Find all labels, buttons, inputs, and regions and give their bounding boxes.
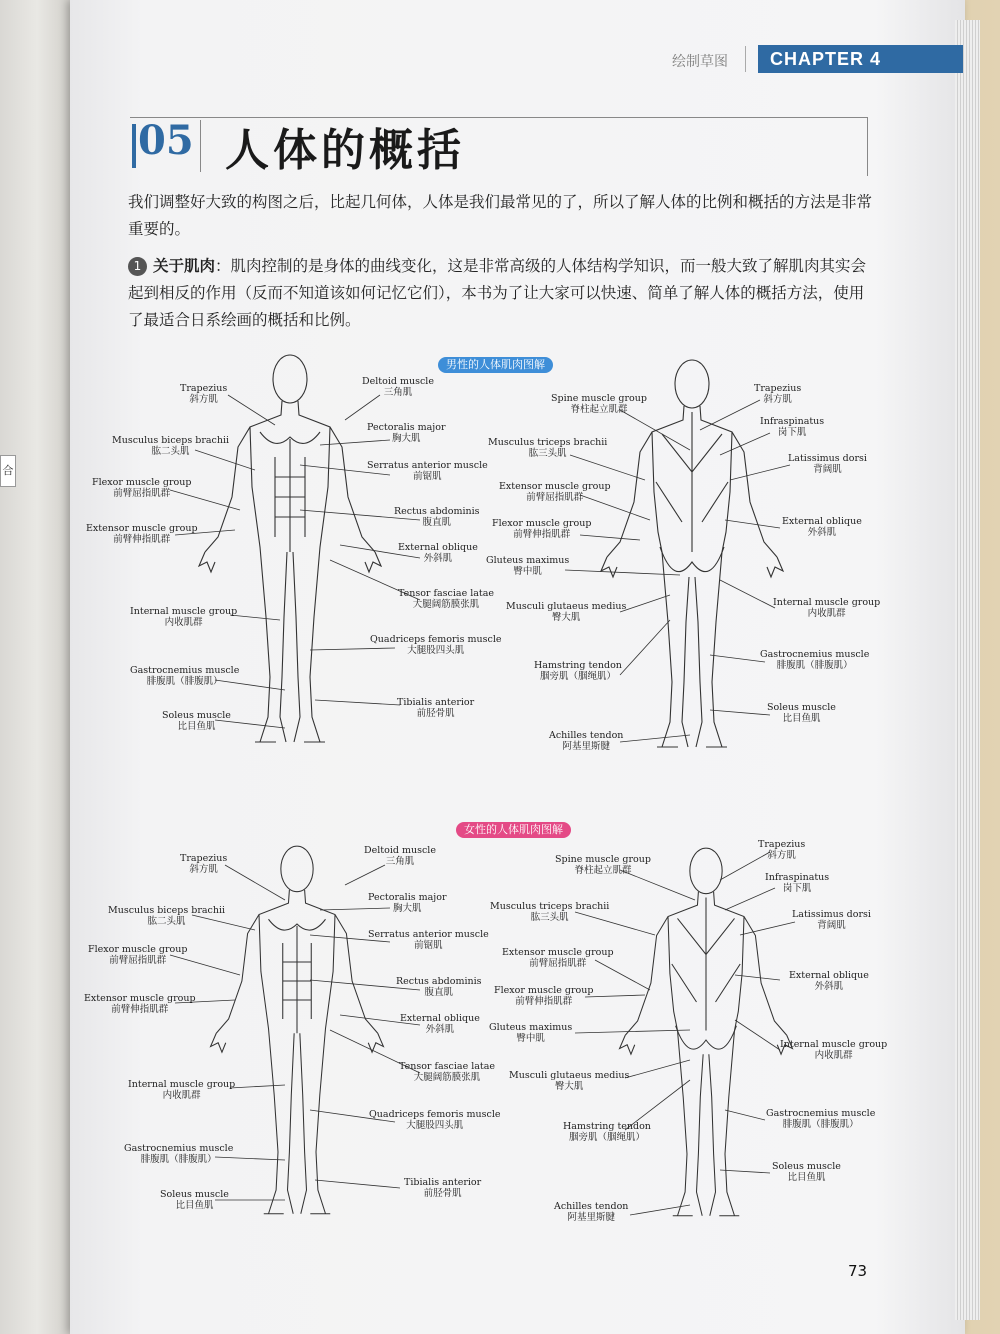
female-front-figure [211,846,384,1214]
label-gluteus-med: Musculi glutaeus medius 臀大肌 [506,601,627,623]
male-caption: 男性的人体肌肉图解 [438,357,553,373]
label-gluteus-max: Gluteus maximus 臀中肌 [486,555,570,577]
label-f-pectoralis: Pectoralis major 胸大肌 [368,892,447,914]
leader-line [630,1205,690,1215]
label-f-triceps: Musculus triceps brachii 肱三头肌 [490,901,610,923]
label-f-hamstring: Hamstring tendon 腘旁肌（腘绳肌） [563,1121,651,1143]
label-f-gluteus-med: Musculi glutaeus medius 臀大肌 [509,1070,630,1092]
label-tensor: Tensor fasciae latae 大腿阔筋膜张肌 [398,588,495,610]
previous-page-tab: 合 [0,455,16,487]
label-soleus: Soleus muscle 比目鱼肌 [162,710,231,732]
leader-line [315,1180,400,1188]
label-f-latissimus: Latissimus dorsi 背阔肌 [792,909,871,931]
leader-line [725,520,780,528]
leader-line [345,865,385,885]
leader-line [730,465,790,480]
leader-line [230,615,280,620]
label-biceps: Musculus biceps brachii 肱二头肌 [112,435,230,457]
leader-line [720,580,775,608]
leader-line [620,410,690,450]
leader-line [620,620,670,675]
leader-line [585,995,645,997]
male-back-figure [601,360,783,747]
label-gastrocnemius: Gastrocnemius muscle 腓腹肌（腓腹肌） [130,665,240,687]
leader-line [720,1170,770,1173]
label-hamstring: Hamstring tendon 腘旁肌（腘绳肌） [534,660,622,682]
label-trapezius: Trapezius 斜方肌 [180,383,228,405]
female-caption: 女性的人体肌肉图解 [456,822,571,838]
leader-lines [170,395,795,1215]
leader-line [710,710,770,715]
label-pectoralis: Pectoralis major 胸大肌 [367,422,446,444]
label-latissimus: Latissimus dorsi 背阔肌 [788,453,867,475]
label-f-achilles: Achilles tendon 阿基里斯腱 [554,1201,629,1223]
leader-line [700,400,760,430]
label-f-internal-back: Internal muscle group 内收肌群 [780,1039,888,1061]
label-flexor: Flexor muscle group 前臂屈指肌群 [92,477,192,499]
label-f-tibialis: Tibialis anterior 前胫骨肌 [404,1177,482,1199]
label-tibialis: Tibialis anterior 前胫骨肌 [397,697,475,719]
label-f-soleus-back: Soleus muscle 比目鱼肌 [772,1161,841,1183]
label-extensor: Extensor muscle group 前臂伸指肌群 [86,523,198,545]
leader-line [315,700,400,705]
point-number-badge: 1 [128,257,147,276]
label-f-trapezius: Trapezius 斜方肌 [180,853,228,875]
label-f-trapezius-back: Trapezius 斜方肌 [758,839,806,861]
section-number: 05 [138,117,194,164]
label-serratus: Serratus anterior muscle 前锯肌 [367,460,488,482]
leader-line [725,1110,765,1120]
label-internal: Internal muscle group 内收肌群 [130,606,238,628]
leader-line [710,655,765,662]
label-f-soleus: Soleus muscle 比目鱼肌 [160,1189,229,1211]
label-trapezius-back: Trapezius 斜方肌 [754,383,802,405]
leader-line [228,395,275,425]
label-f-serratus: Serratus anterior muscle 前锯肌 [368,929,489,951]
label-f-extensor-back: Extensor muscle group 前臂屈指肌群 [502,947,614,969]
leader-line [735,1020,780,1050]
label-flexor-back: Flexor muscle group 前臂伸指肌群 [492,518,592,540]
label-triceps: Musculus triceps brachii 肱三头肌 [488,437,608,459]
label-f-gastrocnemius-back: Gastrocnemius muscle 腓腹肌（腓腹肌） [766,1108,876,1130]
intro-paragraph: 我们调整好大致的构图之后，比起几何体，人体是我们最常见的了，所以了解人体的比例和概括的方法是非常重要的。 [128,193,873,238]
label-f-gluteus-max: Gluteus maximus 臀中肌 [489,1022,573,1044]
point-heading: 关于肌肉 [153,257,216,275]
label-f-internal: Internal muscle group 内收肌群 [128,1079,236,1101]
label-f-rectus: Rectus abdominis 腹直肌 [396,976,482,998]
chapter-banner: CHAPTER 4 [758,45,963,73]
label-f-deltoid: Deltoid muscle 三角肌 [364,845,436,867]
label-oblique-back: External oblique 外斜肌 [782,516,862,538]
page-number: 73 [848,1262,868,1280]
label-f-oblique: External oblique 外斜肌 [400,1013,480,1035]
label-f-extensor: Extensor muscle group 前臂伸指肌群 [84,993,196,1015]
page-title: 人体的概括 [225,125,465,176]
label-f-flexor: Flexor muscle group 前臂屈指肌群 [88,944,188,966]
label-achilles: Achilles tendon 阿基里斯腱 [549,730,624,752]
label-f-gastrocnemius: Gastrocnemius muscle 腓腹肌（腓腹肌） [124,1143,234,1165]
label-infraspinatus: Infraspinatus 岗下肌 [760,416,825,438]
leader-line [620,595,670,612]
leader-line [345,395,380,420]
leader-line [230,1085,285,1088]
label-internal-back: Internal muscle group 内收肌群 [773,597,881,619]
label-f-oblique-back: External oblique 外斜肌 [789,970,869,992]
label-extensor-back: Extensor muscle group 前臂屈指肌群 [499,481,611,503]
label-gastrocnemius-back: Gastrocnemius muscle 腓腹肌（腓腹肌） [760,649,870,671]
leader-line [225,865,285,900]
label-f-biceps: Musculus biceps brachii 肱二头肌 [108,905,226,927]
leader-line [575,1030,690,1033]
label-quadriceps: Quadriceps femoris muscle 大腿股四头肌 [370,634,502,656]
label-f-infraspinatus: Infraspinatus 岗下肌 [765,872,830,894]
label-f-flexor-back: Flexor muscle group 前臂伸指肌群 [494,985,594,1007]
point-text: ：肌肉控制的是身体的曲线变化，这是非常高级的人体结构学知识，而一般大致了解肌肉其实会起到相反的作用（反而不知道该如何记忆它们），本书为了让大家可以快速、简单了解人体的概括方法，使用了最适合日系绘画的概括和比例。 [128,257,867,329]
section-label: 绘制草图 [672,54,728,70]
label-rectus: Rectus abdominis 腹直肌 [394,506,480,528]
label-soleus-back: Soleus muscle 比目鱼肌 [767,702,836,724]
label-external-oblique: External oblique 外斜肌 [398,542,478,564]
label-deltoid: Deltoid muscle 三角肌 [362,376,434,398]
leader-line [565,570,680,575]
label-f-spine: Spine muscle group 脊柱起立肌群 [555,854,651,876]
label-f-quadriceps: Quadriceps femoris muscle 大腿股四头肌 [369,1109,501,1131]
label-f-tensor: Tensor fasciae latae 大腿阔筋膜张肌 [399,1061,496,1083]
female-back-figure [620,848,793,1216]
leader-line [625,1060,690,1078]
leader-line [620,735,690,742]
label-spine: Spine muscle group 脊柱起立肌群 [551,393,647,415]
